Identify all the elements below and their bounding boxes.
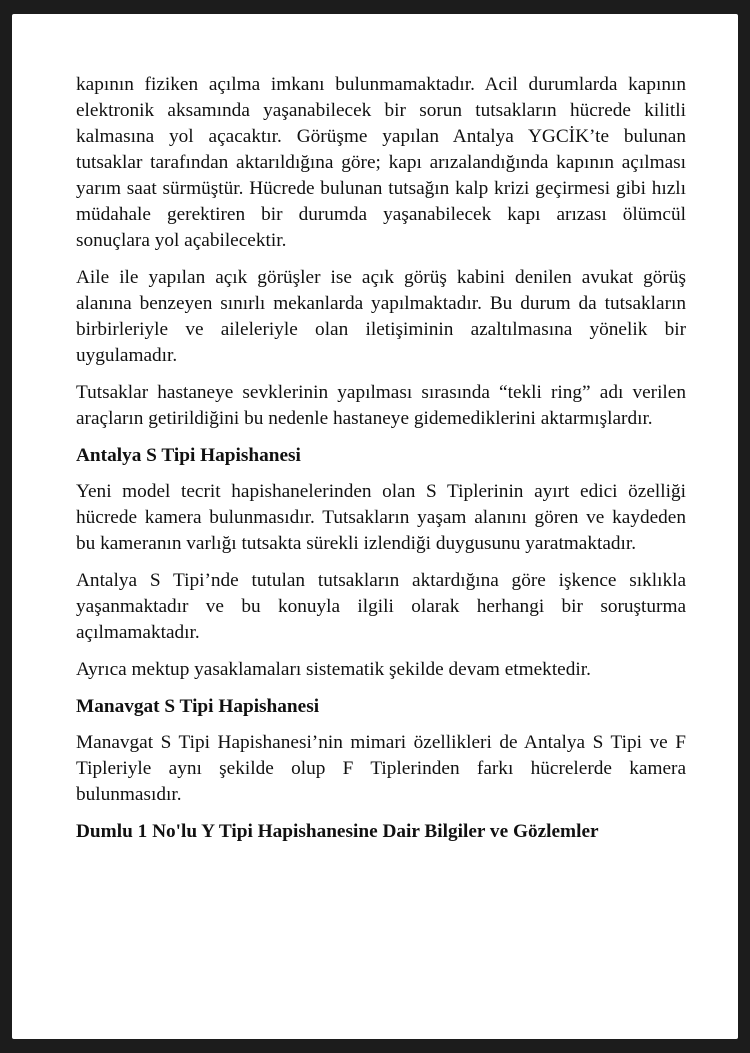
heading-dumlu-y-type: Dumlu 1 No'lu Y Tipi Hapishanesine Dair Bilgiler ve Gözlemler: [76, 821, 599, 842]
heading-manavgat-s-type: Manavgat S Tipi Hapishanesi: [76, 696, 320, 717]
paragraph-hospital-transfer: Tutsaklar hastaneye sevklerinin yapılması sırasında “tekli ring” adı verilen araçların getirildiğini bu nedenle hastaneye gidemediklerini aktarmışlardır.: [76, 382, 686, 429]
heading-antalya-s-type: Antalya S Tipi Hapishanesi: [76, 445, 301, 466]
paragraph-letter-bans: Ayrıca mektup yasaklamaları sistematik şekilde devam etmektedir.: [76, 659, 591, 680]
document-page: [12, 14, 738, 1039]
document-body: [76, 72, 686, 855]
paragraph-door-malfunction: kapının fiziken açılma imkanı bulunmamaktadır. Acil durumlarda kapının elektronik aksamında yaşanabilecek bir sorun tutsakların hücrede kilitli kalmasına yol açacaktır. Görüşme yapılan Antalya YGCİK’te bulunan tutsaklar tarafından aktarıldığına göre; kapı arızalandığında kapının açılması yarım saat sürmüştür. Hücrede bulunan tutsağın kalp krizi geçirmesi gibi hızlı müdahale gerektiren bir durumda yaşanabilecek kapı arızası ölümcül sonuçlara yol açabilecektir.: [76, 74, 686, 251]
paragraph-family-visits: Aile ile yapılan açık görüşler ise açık görüş kabini denilen avukat görüş alanına benzeyen sınırlı mekanlarda yapılmaktadır. Bu durum da tutsakların birbirleriyle ve aileleriyle olan iletişiminin azaltılmasına yönelik bir uygulamadır.: [76, 267, 686, 366]
paragraph-manavgat-architecture: Manavgat S Tipi Hapishanesi’nin mimari özellikleri de Antalya S Tipi ve F Tipleriyle aynı şekilde olup F Tiplerinden farkı hücrelerde kamera bulunmasıdır.: [76, 732, 686, 805]
paragraph-camera-surveillance: Yeni model tecrit hapishanelerinden olan S Tiplerinin ayırt edici özelliği hücrede kamera bulunmasıdır. Tutsakların yaşam alanını gören ve kaydeden bu kameranın varlığı tutsakta sürekli izlendiği duygusunu yaratmaktadır.: [76, 481, 686, 554]
paragraph-torture-reports: Antalya S Tipi’nde tutulan tutsakların aktardığına göre işkence sıklıkla yaşanmaktadır ve bu konuyla ilgili olarak herhangi bir soruşturma açılmamaktadır.: [76, 570, 686, 643]
